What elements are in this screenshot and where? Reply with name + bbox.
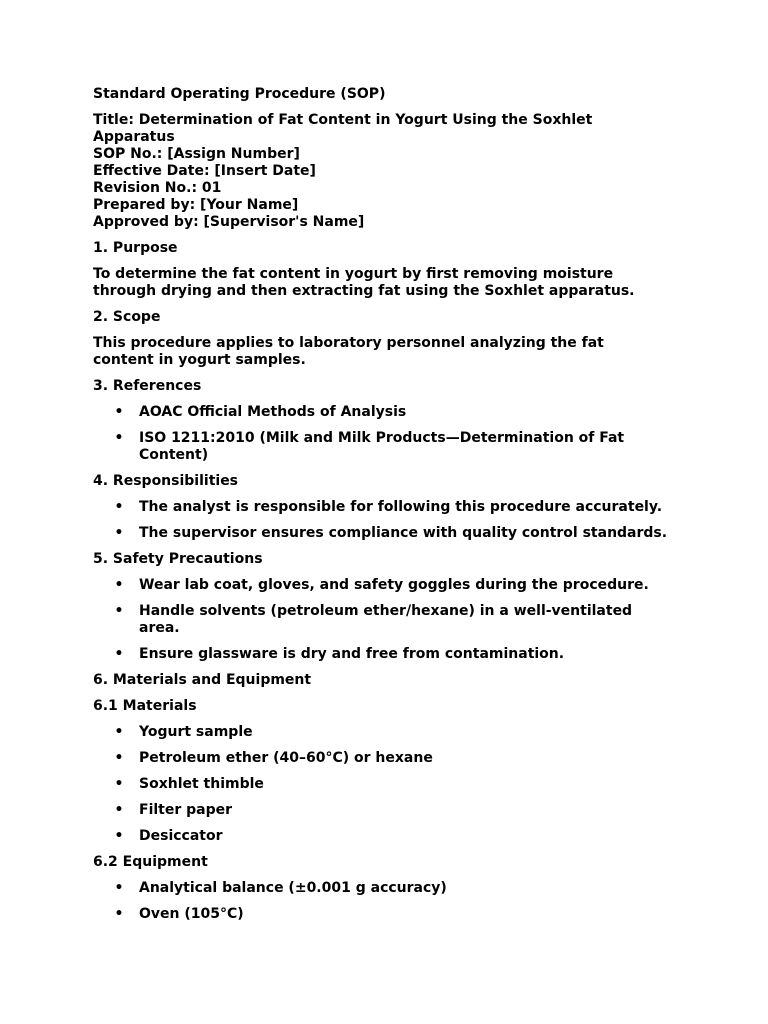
list-item <box>93 577 693 594</box>
list-item <box>93 750 693 767</box>
document-type: Standard Operating Procedure (SOP) <box>93 86 386 102</box>
revision-number: Revision No.: 01 <box>93 180 222 196</box>
bullet-icon: • <box>114 646 124 662</box>
list-item <box>93 499 693 516</box>
responsibility-item-text: The supervisor ensures compliance with quality control standards. <box>139 525 668 541</box>
list-item <box>93 430 693 464</box>
bullet-icon: • <box>114 828 124 844</box>
bullet-icon: • <box>114 404 124 420</box>
list-item <box>93 802 693 819</box>
safety-item-line-1: Wear lab coat, gloves, and safety goggles during the procedure. <box>139 577 649 593</box>
bullet-icon: • <box>114 906 124 922</box>
effective-date: Effective Date: [Insert Date] <box>93 163 316 179</box>
material-item-text: Yogurt sample <box>139 724 253 740</box>
section-heading-references: 3. References <box>93 378 202 394</box>
list-item <box>93 724 693 741</box>
scope-paragraph <box>93 335 693 369</box>
section-heading-responsibilities: 4. Responsibilities <box>93 473 239 489</box>
list-item <box>93 603 693 637</box>
bullet-icon: • <box>114 750 124 766</box>
equipment-list <box>93 880 693 923</box>
subsection-heading-materials: 6.1 Materials <box>93 698 197 714</box>
section-heading-materials-equipment: 6. Materials and Equipment <box>93 672 312 688</box>
section-heading-scope: 2. Scope <box>93 309 161 325</box>
purpose-line-2: through drying and then extracting fat using the Soxhlet apparatus. <box>93 283 635 299</box>
materials-list <box>93 724 693 845</box>
sop-number: SOP No.: [Assign Number] <box>93 146 300 162</box>
reference-item-line-1: AOAC Official Methods of Analysis <box>139 404 407 420</box>
reference-item-line-1: ISO 1211:2010 (Milk and Milk Products—Determination of Fat <box>139 430 625 446</box>
prepared-by: Prepared by: [Your Name] <box>93 197 299 213</box>
list-item <box>93 776 693 793</box>
references-list <box>93 404 693 464</box>
equipment-item-text: Oven (105°C) <box>139 906 244 922</box>
document-title-line-2: Apparatus <box>93 129 175 145</box>
scope-line-1: This procedure applies to laboratory personnel analyzing the fat <box>93 335 604 351</box>
subsection-heading-equipment: 6.2 Equipment <box>93 854 208 870</box>
safety-item-line-1: Ensure glassware is dry and free from contamination. <box>139 646 565 662</box>
document-title-line-1: Title: Determination of Fat Content in Yogurt Using the Soxhlet <box>93 112 593 128</box>
scope-line-2: content in yogurt samples. <box>93 352 306 368</box>
bullet-icon: • <box>114 603 124 619</box>
bullet-icon: • <box>114 802 124 818</box>
list-item <box>93 404 693 421</box>
purpose-line-1: To determine the fat content in yogurt by first removing moisture <box>93 266 614 282</box>
material-item-text: Filter paper <box>139 802 233 818</box>
safety-item-line-2: area. <box>139 620 180 636</box>
list-item <box>93 828 693 845</box>
bullet-icon: • <box>114 776 124 792</box>
safety-item-line-1: Handle solvents (petroleum ether/hexane) in a well-ventilated <box>139 603 633 619</box>
safety-list <box>93 577 693 663</box>
bullet-icon: • <box>114 577 124 593</box>
approved-by: Approved by: [Supervisor's Name] <box>93 214 365 230</box>
list-item <box>93 525 693 542</box>
bullet-icon: • <box>114 880 124 896</box>
list-item <box>93 646 693 663</box>
material-item-text: Soxhlet thimble <box>139 776 264 792</box>
bullet-icon: • <box>114 430 124 446</box>
list-item <box>93 880 693 897</box>
material-item-text: Desiccator <box>139 828 223 844</box>
bullet-icon: • <box>114 499 124 515</box>
responsibility-item-text: The analyst is responsible for following this procedure accurately. <box>139 499 663 515</box>
section-heading-safety: 5. Safety Precautions <box>93 551 263 567</box>
responsibilities-list <box>93 499 693 542</box>
bullet-icon: • <box>114 525 124 541</box>
purpose-paragraph <box>93 266 693 300</box>
list-item <box>93 906 693 923</box>
reference-item-line-2: Content) <box>139 447 209 463</box>
bullet-icon: • <box>114 724 124 740</box>
document-header-block <box>93 112 693 231</box>
section-heading-purpose: 1. Purpose <box>93 240 178 256</box>
material-item-text: Petroleum ether (40–60°C) or hexane <box>139 750 433 766</box>
document-page <box>93 86 693 923</box>
equipment-item-text: Analytical balance (±0.001 g accuracy) <box>139 880 447 896</box>
